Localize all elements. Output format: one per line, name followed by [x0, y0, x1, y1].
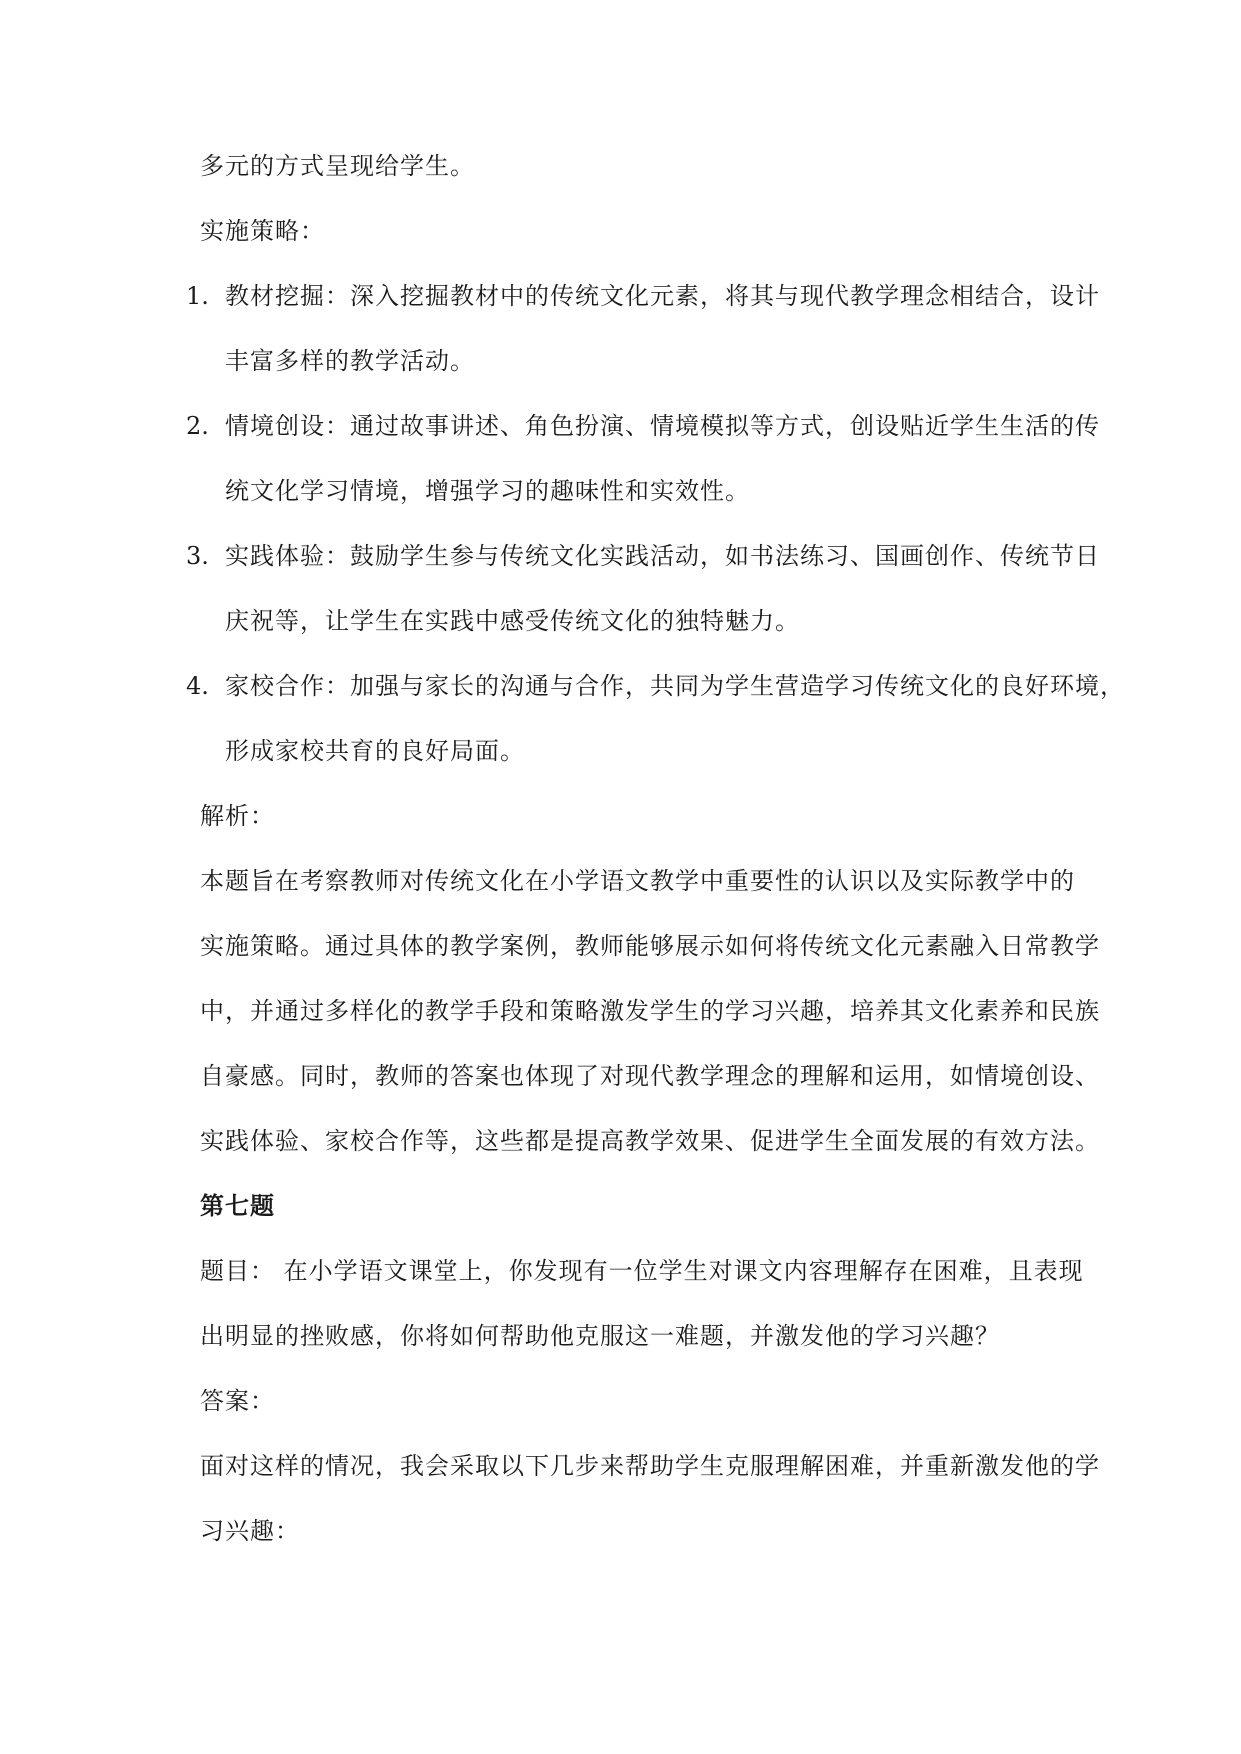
list-item-text: 统文化学习情境，增强学习的趣味性和实效性。: [225, 477, 750, 505]
question-line: 出明显的挫败感，你将如何帮助他克服这一难题，并激发他的学习兴趣？: [200, 1322, 1000, 1350]
list-item-number: 2.: [186, 412, 209, 440]
analysis-line: 本题旨在考察教师对传统文化在小学语文教学中重要性的认识以及实际教学中的: [200, 867, 1075, 895]
list-item-text: 实践体验：鼓励学生参与传统文化实践活动，如书法练习、国画创作、传统节日: [225, 542, 1100, 570]
answer-line: 习兴趣：: [200, 1517, 300, 1545]
answer-heading: 答案：: [200, 1387, 275, 1415]
intro-line: 多元的方式呈现给学生。: [200, 152, 475, 180]
answer-line: 面对这样的情况，我会采取以下几步来帮助学生克服理解困难，并重新激发他的学: [200, 1452, 1100, 1480]
list-item-text: 家校合作：加强与家长的沟通与合作，共同为学生营造学习传统文化的良好环境，: [225, 672, 1125, 700]
list-item-text: 情境创设：通过故事讲述、角色扮演、情境模拟等方式，创设贴近学生生活的传: [225, 412, 1100, 440]
list-item-text: 丰富多样的教学活动。: [225, 347, 475, 375]
analysis-line: 实施策略。通过具体的教学案例，教师能够展示如何将传统文化元素融入日常教学: [200, 932, 1100, 960]
list-item-number: 3.: [186, 542, 209, 570]
strategy-heading: 实施策略：: [200, 217, 325, 245]
question-title: 第七题: [200, 1192, 275, 1220]
list-item-text: 形成家校共育的良好局面。: [225, 737, 525, 765]
analysis-heading: 解析：: [200, 802, 275, 830]
analysis-line: 中，并通过多样化的教学手段和策略激发学生的学习兴趣，培养其文化素养和民族: [200, 997, 1100, 1025]
question-line: 题目： 在小学语文课堂上，你发现有一位学生对课文内容理解存在困难，且表现: [200, 1257, 1084, 1285]
list-item-number: 4.: [186, 672, 209, 700]
list-item-text: 庆祝等，让学生在实践中感受传统文化的独特魅力。: [225, 607, 800, 635]
list-item-number: 1.: [186, 282, 209, 310]
analysis-line: 实践体验、家校合作等，这些都是提高教学效果、促进学生全面发展的有效方法。: [200, 1127, 1100, 1155]
list-item-text: 教材挖掘：深入挖掘教材中的传统文化元素，将其与现代教学理念相结合，设计: [225, 282, 1100, 310]
analysis-line: 自豪感。同时，教师的答案也体现了对现代教学理念的理解和运用，如情境创设、: [200, 1062, 1100, 1090]
